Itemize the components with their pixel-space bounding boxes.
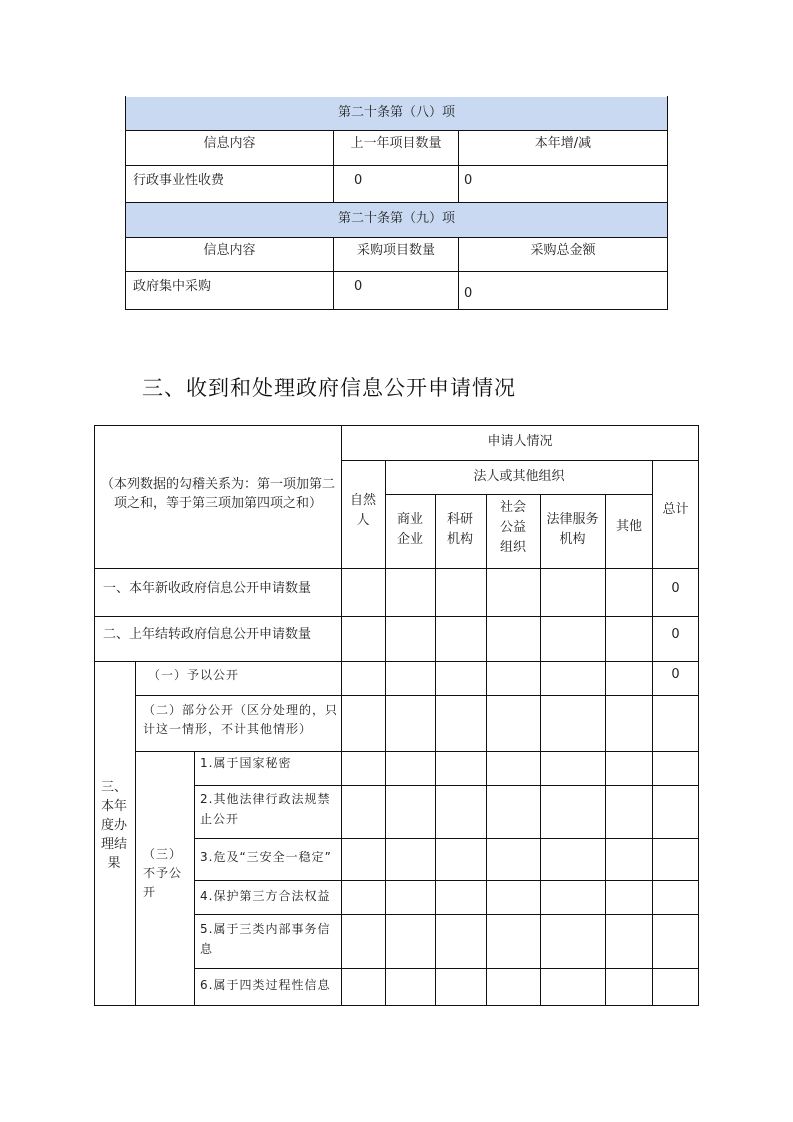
cell-value: 0: [464, 173, 473, 188]
column-total: 总计: [662, 502, 689, 517]
column-other: 其他: [615, 519, 642, 534]
row-total-disclosed: 0: [671, 667, 680, 682]
legal-entity-header: 法人或其他组织: [473, 469, 565, 484]
row-label-not-disclosed: （三）不予公开: [143, 847, 183, 899]
column-social-welfare: 社会公益组织: [500, 500, 527, 555]
column-natural-person: 自然人: [350, 493, 377, 528]
row-label-security: 3.危及“三安全一稳定”: [200, 850, 332, 864]
section-header-item-9: 第二十条第（九）项: [126, 202, 667, 237]
cell-value: 0: [354, 173, 363, 188]
section-heading: 三、收到和处理政府信息公开申请情况: [142, 376, 516, 400]
group-label-results: 三、本年度办理结果: [101, 780, 128, 871]
row-total-new-requests: 0: [671, 581, 680, 596]
column-header: 本年增/减: [534, 136, 592, 151]
row-label-third-party: 4.保护第三方合法权益: [200, 889, 331, 903]
row-label-law-prohibited: 2.其他法律行政法规禁止公开: [200, 792, 331, 826]
column-legal-service: 法律服务机构: [546, 512, 599, 547]
column-header: 采购项目数量: [356, 243, 435, 258]
column-header: 信息内容: [203, 136, 256, 151]
cell-value: 0: [464, 286, 473, 301]
applicant-header: 申请人情况: [487, 434, 553, 449]
row-label: 政府集中采购: [133, 279, 212, 294]
note-text: （本列数据的勾稽关系为：第一项加第二项之和，等于第三项加第四项之和）: [100, 477, 335, 511]
row-total-carried-over: 0: [671, 627, 680, 642]
cell-value: 0: [354, 279, 363, 294]
row-label-carried-over: 二、上年结转政府信息公开申请数量: [103, 627, 312, 642]
column-header: 信息内容: [203, 243, 256, 258]
column-header: 采购总金额: [530, 243, 596, 258]
row-label-internal-affairs: 5.属于三类内部事务信息: [200, 922, 331, 956]
row-label-new-requests: 一、本年新收政府信息公开申请数量: [103, 581, 312, 596]
column-header: 上一年项目数量: [350, 136, 442, 151]
row-label-process-info: 6.属于四类过程性信息: [200, 978, 331, 992]
row-label-disclosed: （一）予以公开: [148, 668, 240, 682]
column-business: 商业企业: [397, 512, 424, 547]
row-label-partially-disclosed: （二）部分公开（区分处理的，只计这一情形，不计其他情形）: [143, 703, 339, 736]
row-label: 行政事业性收费: [133, 173, 225, 188]
section-header-item-8: 第二十条第（八）项: [126, 97, 667, 130]
column-research: 科研机构: [447, 512, 474, 547]
row-label-state-secret: 1.属于国家秘密: [200, 756, 292, 770]
